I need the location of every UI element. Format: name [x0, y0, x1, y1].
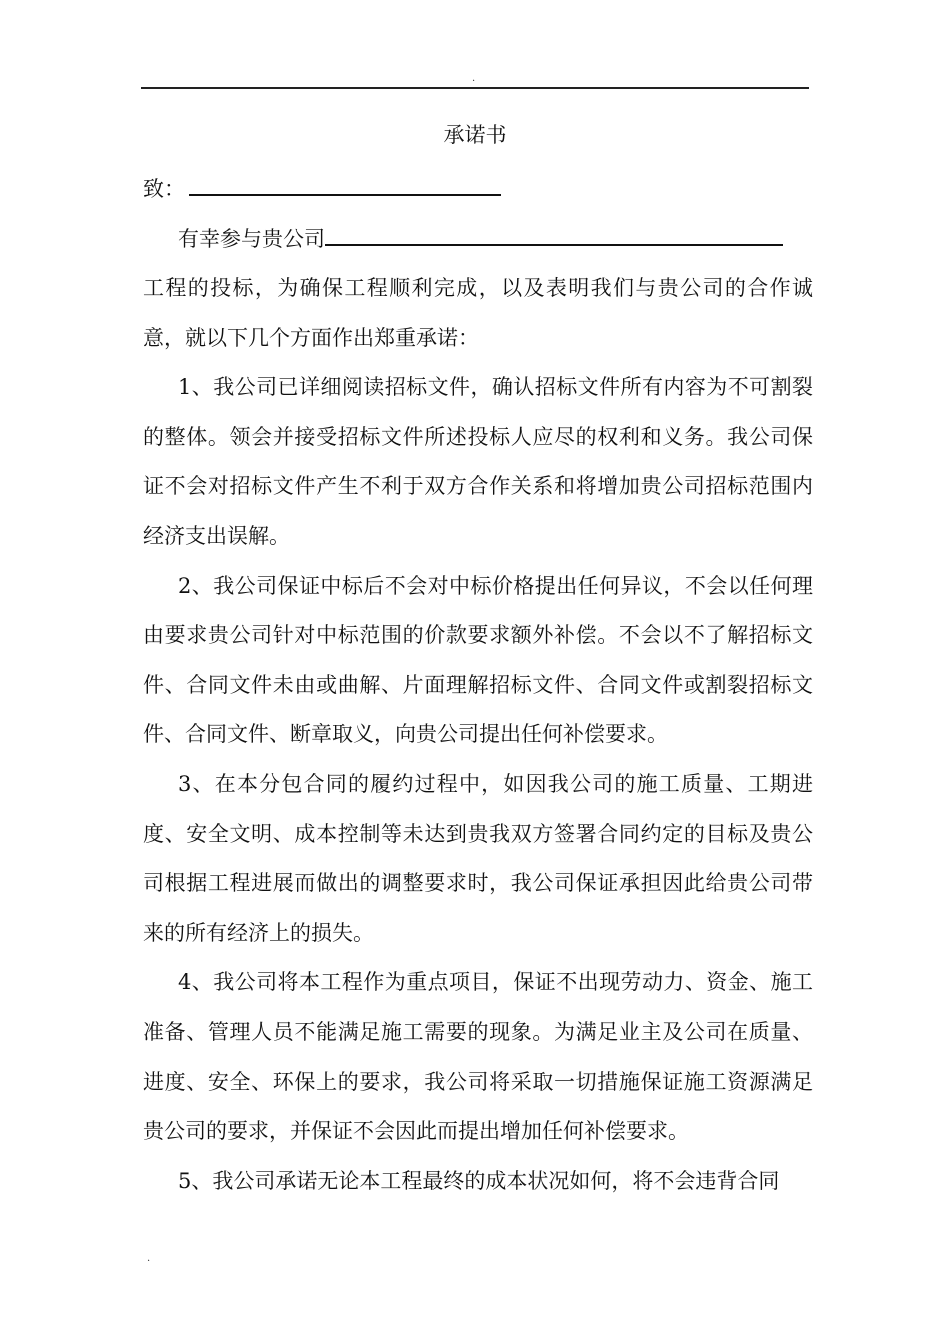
commitment-item-1: 1、我公司已详细阅读招标文件，确认招标文件所有内容为不可割裂的整体。领会并接受招标文件所述投标人应尽的权利和义务。我公司保证不会对招标文件产生不利于双方合作关系和将增加贵公司招标范围内经济支出误解。: [143, 375, 813, 548]
header-rule: [141, 87, 809, 89]
project-blank: [325, 220, 783, 246]
recipient-line: [143, 170, 501, 204]
project-prefix: 有幸参与贵公司: [178, 227, 325, 251]
document-body: [143, 264, 813, 1206]
commitment-item-5: 5、我公司承诺无论本工程最终的成本状况如何，将不会违背合同: [178, 1168, 780, 1193]
header-dot: .: [472, 73, 476, 84]
footer-dot: .: [147, 1253, 151, 1264]
commitment-item-2: 2、我公司保证中标后不会对中标价格提出任何异议，不会以任何理由要求贵公司针对中标范围的价款要求额外补偿。不会以不了解招标文件、合同文件未由或曲解、片面理解招标文件、合同文件或割裂招标文件、合同文件、断章取义，向贵公司提出任何补偿要求。: [143, 573, 813, 747]
recipient-blank: [189, 170, 501, 196]
commitment-item-4: 4、我公司将本工程作为重点项目，保证不出现劳动力、资金、施工准备、管理人员不能满足施工需要的现象。为满足业主及公司在质量、进度、安全、环保上的要求，我公司将采取一切措施保证施工资源满足贵公司的要求，并保证不会因此而提出增加任何补偿要求。: [143, 970, 813, 1144]
commitment-item-3: 3、在本分包合同的履约过程中，如因我公司的施工质量、工期进度、安全文明、成本控制等未达到贵我双方签署合同约定的目标及贵公司根据工程进展而做出的调整要求时，我公司保证承担因此给贵公司带来的所有经济上的损失。: [143, 771, 813, 945]
project-line: [178, 220, 783, 254]
document-title: 承诺书: [443, 123, 507, 147]
recipient-label: 致：: [143, 177, 185, 201]
intro-paragraph: 工程的投标，为确保工程顺利完成，以及表明我们与贵公司的合作诚意，就以下几个方面作出郑重承诺：: [143, 276, 813, 350]
